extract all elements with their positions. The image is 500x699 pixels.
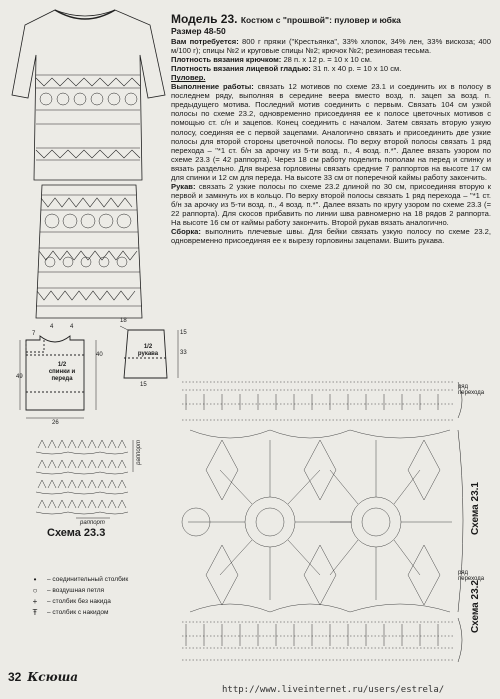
- sleeve-text: связать 2 узкие полосы по схеме 23.2 длиной по 30 см, присоединяя вторую к первой и замкнуть их в кольцо. По верху второй полосы связать 1 ряд перехода – "*1 ст. б/н за арочку из 5-ти возд. п., 4 возд. п.*". Далее вязать по кругу узором по схеме 23.3 (= 22 раппорта). Для скосов прибавить по линии шва равномерно на 18 рядов 2 раппорта. На высоте 16 см от каймы работу закончить. Второй рукав вязать аналогично.: [171, 181, 491, 227]
- materials-text: 800 г пряжи ("Крестьянка", 33% хлопок, 34% лен, 33% вискоза; 400 м/100 г); спицы №2 и круговые спицы №2; крючок №2; резиновая тесьма.: [171, 37, 491, 56]
- legend-symbol: •: [33, 575, 37, 584]
- dim-49: 49: [16, 374, 23, 380]
- dim-18: 18: [120, 318, 127, 324]
- legend-text: – соединительный столбик: [47, 576, 129, 583]
- pullover-drawing: [12, 10, 165, 180]
- legend-item: [28, 596, 128, 607]
- sleeve-paragraph: [171, 182, 491, 227]
- legend-symbol: ○: [32, 586, 38, 595]
- dim-15: 15: [180, 330, 187, 336]
- schema-23-1-23-2-chart: [182, 382, 463, 662]
- legend-symbol: Ŧ: [32, 608, 38, 617]
- assembly-paragraph: [171, 227, 491, 245]
- materials-label: Вам потребуется:: [171, 37, 239, 47]
- legend: [28, 574, 128, 618]
- model-number: Модель 23.: [171, 12, 238, 26]
- legend-text: – столбик с накидом: [47, 609, 109, 616]
- transition-row-top: ряд перехода: [458, 384, 485, 396]
- magazine-name: Ксюша: [27, 670, 79, 684]
- text-column: [171, 12, 491, 245]
- assembly-label: Сборка:: [171, 227, 201, 237]
- schema-23-3-chart: [36, 440, 133, 518]
- sleeve-label: Рукав:: [171, 181, 196, 191]
- dim-4: 4: [50, 324, 54, 330]
- model-subtitle: Костюм с "прошвой": пуловер и юбка: [240, 15, 401, 25]
- pullover-heading: Пуловер.: [171, 73, 206, 83]
- dim-15b: 15: [140, 382, 147, 388]
- gauge-knit-label: Плотность вязания лицевой гладью:: [171, 64, 311, 74]
- front-back-label: 1/2 спинки и переда: [48, 362, 76, 382]
- sleeve-pattern-label: 1/2 рукава: [137, 344, 159, 357]
- model-title: [171, 12, 491, 27]
- schema-23-3-rapport-side: раппорт: [136, 440, 142, 465]
- schema-23-3-title: Схема 23.3: [47, 527, 106, 539]
- work-label: Выполнение работы:: [171, 82, 254, 92]
- work-text: связать 12 мотивов по схеме 23.1 и соединить их в полосу в последнем ряду, выполняя в середине веера вместо возд. п. зацеп за возд. п. предыдущего мотива. Последний мотив соединить с первым. Связать 104 см узкой полосы по схеме 23.2, одновременно присоединяя ее к полосе цветочных мотивов с помощью ст. с/н и зацепов. Конец соединить с началом. Затем связать вторую узкую полосу, соединяя ее с первой зацепами. Аналогично связать и присоединить две узкие полосы для второй стороны цветочной полосы. По верху второй полосы связать 1 ряд перехода – "*1 ст. б/н за арочку из 5-ти возд. п., 4 возд. п.*". Далее вязать узором по схеме 23.3 (= 42 раппорта). Через 18 см работу поделить пополам на перед и спинку и вязать раздельно. Для выреза горловины связать средние 7 раппортов на высоте 17 см для спинки и 12 см для переда. На высоте 33 см от поперечной каймы работу закончить.: [171, 82, 491, 182]
- work-paragraph: [171, 82, 491, 182]
- schema-23-3-rapport-bottom: раппорт: [80, 520, 105, 526]
- model-size: Размер 48-50: [171, 26, 226, 36]
- gauge-knit-text: 31 п. х 40 р. = 10 х 10 см.: [310, 64, 402, 74]
- assembly-text: выполнить плечевые швы. Для бейки связать узкую полосу по схеме 23.2, одновременно присоединяя ее к вырезу горловины зацепами. Вшить рукава.: [171, 227, 491, 246]
- legend-item: [28, 574, 128, 585]
- transition-row-mid: ряд перехода: [458, 570, 485, 582]
- dim-33: 33: [180, 350, 187, 356]
- skirt-drawing: [36, 185, 142, 318]
- dim-7: 7: [32, 331, 36, 337]
- legend-symbol: +: [32, 597, 38, 606]
- legend-text: – столбик без накида: [47, 598, 111, 605]
- page-footer: [8, 670, 78, 684]
- gauge-crochet-paragraph: [171, 55, 491, 64]
- gauge-crochet-text: 28 п. х 12 р. = 10 х 10 см.: [281, 55, 372, 65]
- legend-item: [28, 607, 128, 618]
- dim-4b: 4: [70, 324, 74, 330]
- legend-item: [28, 585, 128, 596]
- legend-text: – воздушная петля: [47, 587, 105, 594]
- dim-40: 40: [96, 352, 103, 358]
- gauge-knit-paragraph: [171, 64, 491, 73]
- schema-23-1-label: Схема 23.1: [470, 482, 481, 536]
- dim-26: 26: [52, 420, 59, 426]
- schema-23-2-label: Схема 23.2: [470, 580, 481, 634]
- materials-paragraph: [171, 37, 491, 55]
- watermark-url[interactable]: http://www.liveinternet.ru/users/estrela/: [222, 685, 445, 695]
- page-number: 32: [8, 670, 22, 684]
- gauge-crochet-label: Плотность вязания крючком:: [171, 55, 282, 65]
